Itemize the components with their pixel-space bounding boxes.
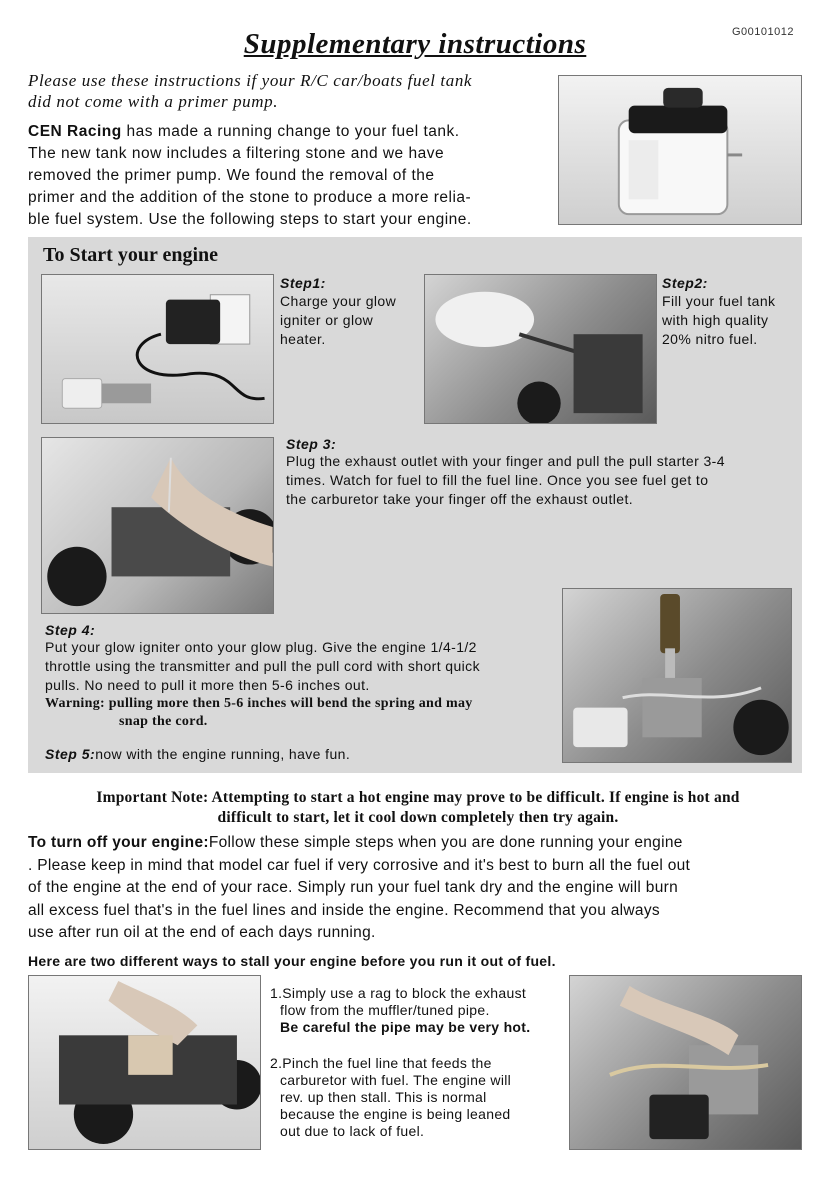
- step1: [280, 275, 396, 349]
- intro-note-line: did not come with a primer pump.: [28, 92, 279, 111]
- intro-note-line: Please use these instructions if your R/C car/boats fuel tank: [28, 71, 473, 90]
- stall-list: [270, 985, 570, 1140]
- step3-text: Plug the exhaust outlet with your finger and pull the pull starter 3-4 times. Watch for fuel to fill the fuel line. Once you see fuel get to the carburetor take your finger off the exhaust outlet.: [286, 453, 725, 507]
- intro-body-line: The new tank now includes a filtering stone and we have: [28, 145, 445, 162]
- turn-off-heading: To turn off your engine:: [28, 834, 209, 851]
- rag-block-illustration: [29, 976, 260, 1149]
- step5-label: Step 5:: [45, 746, 96, 762]
- start-engine-title: To Start your engine: [43, 244, 219, 266]
- step5: [45, 745, 350, 764]
- turn-off-line: of the engine at the end of your race. Simply run your fuel tank dry and the engine will burn: [28, 879, 678, 896]
- turn-off-section: [28, 832, 808, 945]
- glow-charger-illustration: [42, 275, 273, 423]
- fuel-bottle-illustration: [425, 275, 656, 423]
- engine-glow-plug-illustration: [563, 589, 791, 762]
- step4-text: Put your glow igniter onto your glow plug. Give the engine 1/4-1/2 throttle using the transmitter and pull the pull cord with short quick pulls. No need to pull it more then 5-6 inches out.: [45, 639, 480, 693]
- pull-starter-illustration: [42, 438, 273, 613]
- stall-item-1: 1.Simply use a rag to block the exhaust flow from the muffler/tuned pipe. Be careful the pipe may be very hot.: [270, 985, 570, 1036]
- step4-label: Step 4:: [45, 622, 96, 638]
- turn-off-line: all excess fuel that's in the fuel lines and inside the engine. Recommend that you always: [28, 901, 660, 919]
- step5-text: now with the engine running, have fun.: [95, 746, 351, 762]
- step2-text: Fill your fuel tank with high quality 20% nitro fuel.: [662, 293, 776, 347]
- pinch-fuel-line-illustration: [570, 976, 801, 1149]
- step1-label: Step1:: [280, 275, 326, 291]
- step2: [662, 275, 775, 349]
- document-code: G00101012: [732, 26, 794, 38]
- intro-body-line: removed the primer pump. We found the removal of the: [28, 167, 435, 184]
- step2-label: Step2:: [662, 275, 708, 291]
- hot-pipe-warning: Be careful the pipe may be very hot.: [280, 1019, 531, 1035]
- glow-plug-engine-photo: [562, 588, 792, 763]
- page-title: Supplementary instructions: [243, 28, 587, 60]
- glow-igniter-photo: [41, 274, 274, 424]
- turn-off-line: . Please keep in mind that model car fuel if very corrosive and it's best to burn all the fuel out: [28, 856, 691, 874]
- step4: [45, 622, 555, 731]
- intro-body-line: CEN Racing has made a running change to your fuel tank.: [28, 123, 460, 140]
- pull-starter-photo: [41, 437, 274, 614]
- fuel-tank-photo: [558, 75, 802, 225]
- rag-block-photo: [28, 975, 261, 1150]
- intro-note: [28, 70, 548, 112]
- fuel-tank-illustration: [559, 76, 801, 224]
- stall-item-2: 2.Pinch the fuel line that feeds the carburetor with fuel. The engine will rev. up then stall. This is normal because the engine is being leaned out due to lack of fuel.: [270, 1055, 512, 1139]
- step4-warning: Warning: pulling more then 5-6 inches will bend the spring and may snap the cord.: [45, 696, 473, 729]
- step3: [286, 436, 791, 509]
- step3-label: Step 3:: [286, 436, 337, 452]
- turn-off-line: To turn off your engine:Follow these simple steps when you are done running your engine: [28, 834, 683, 851]
- intro-body: [28, 121, 558, 231]
- intro-body-line: primer and the addition of the stone to produce a more relia-: [28, 189, 472, 206]
- turn-off-line: use after run oil at the end of each days running.: [28, 924, 376, 941]
- important-note: Important Note: Attempting to start a hot engine may prove to be difficult. If engine is hot and difficult to start, let it cool down completely then try again.: [96, 789, 740, 826]
- pinch-fuel-line-photo: [569, 975, 802, 1150]
- fuel-filling-photo: [424, 274, 657, 424]
- step1-text: Charge your glow igniter or glow heater.: [280, 293, 397, 347]
- stall-heading: Here are two different ways to stall your engine before you run it out of fuel.: [28, 953, 556, 969]
- brand-name: CEN Racing: [28, 123, 122, 140]
- intro-body-line: ble fuel system. Use the following steps to start your engine.: [28, 211, 472, 228]
